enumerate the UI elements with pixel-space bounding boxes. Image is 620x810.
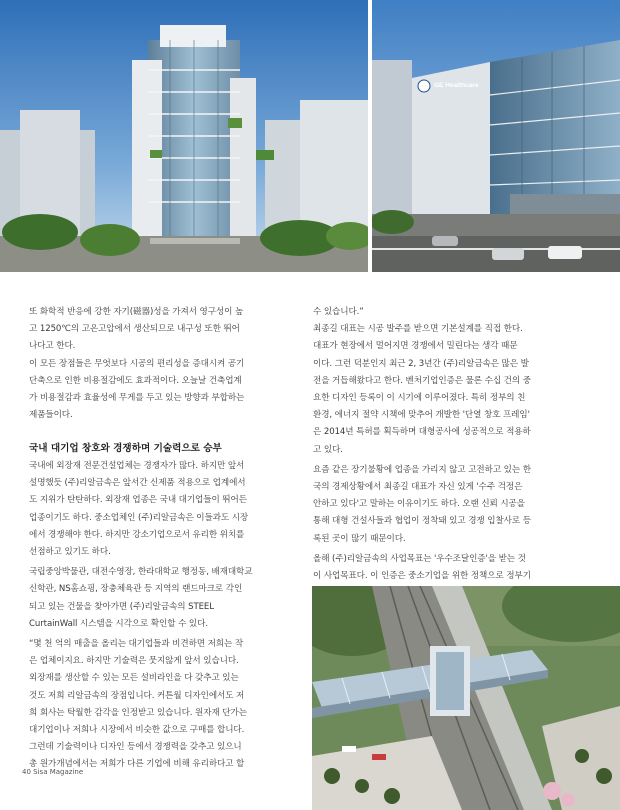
section-heading: 국내 대기업 창호와 경쟁하며 기술력으로 승부 bbox=[29, 443, 222, 454]
article-left-column bbox=[29, 304, 297, 424]
text-line: CurtainWall 시스템을 시각으로 확인할 수 있다. bbox=[29, 618, 208, 629]
text-line: 전을 거듭해왔다고 한다. 벤처기업인증은 물론 수십 건의 중 bbox=[313, 375, 531, 386]
text-line: 이 사업목표다. 이 인증은 중소기업을 위한 정책으로 정부기 bbox=[313, 571, 531, 582]
text-line: 고 있다. bbox=[313, 444, 343, 455]
station-bridge-rendering-photo bbox=[312, 586, 620, 810]
page-number: 40 bbox=[22, 768, 31, 776]
text-line: 대기업이나 저희나 시장에서 비슷한 값으로 구매를 합니다. bbox=[29, 725, 245, 736]
text-line: “몇 천 억의 매출을 올리는 대기업들과 비견하면 저희는 작 bbox=[29, 639, 244, 650]
text-line: 희 회사는 탁월한 감각을 인정받고 있습니다. 원자재 단가는 bbox=[29, 707, 247, 718]
text-line: 신학관, NS홈쇼핑, 장충체육관 등 지역의 랜드마크로 각인 bbox=[29, 584, 243, 595]
text-line: 되고 있는 건물을 찾아가면 (주)리알금속의 STEEL bbox=[29, 601, 214, 612]
article-left-column-body bbox=[29, 458, 297, 774]
text-line: 요한 디자인 등록이 이 시기에 이루어졌다. 특히 정부의 친 bbox=[313, 393, 526, 404]
text-line: 국내에 외장재 전문건설업체는 경쟁자가 많다. 하지만 앞서 bbox=[29, 461, 245, 471]
text-line: 대표가 현장에서 멀어지면 경쟁에서 밀린다는 생각 때문 bbox=[313, 341, 518, 352]
text-line: 통해 대형 건설사들과 협업이 정착돼 있고 경쟁 입찰사로 등 bbox=[313, 516, 531, 527]
building-rendering-photo-right bbox=[372, 0, 620, 272]
text-line: 은 업체이지요. 하지만 기술력은 뭇지않게 앞서 있습니다. bbox=[29, 656, 239, 667]
text-line: 제품들이다. bbox=[29, 410, 73, 421]
article-right-column bbox=[313, 304, 598, 585]
text-line: 이 모든 장점들은 무엇보다 시공의 편리성을 증대시켜 공기 bbox=[29, 358, 245, 369]
text-line: 최종길 대표는 시공 발주를 받으면 기본설계를 직접 한다. bbox=[313, 324, 523, 335]
text-line: 고 1250℃의 고온고압에서 생산되므로 내구성 또한 뛰어 bbox=[29, 324, 240, 335]
text-line: 나다고 한다. bbox=[29, 341, 76, 352]
text-line: 것도 저희 리알금속의 장점입니다. 커튼월 디자인에서도 저 bbox=[29, 690, 245, 701]
text-line: 국의 경제상황에서 최종길 대표가 자신 있게 '수주 걱정은 bbox=[313, 482, 523, 493]
text-line: 그런데 기술력이나 디자인 등에서 경쟁력을 갖추고 있으니 bbox=[29, 742, 242, 753]
text-line: 업종이기도 하다. 중소업체인 (주)리알금속은 이들과도 시장 bbox=[29, 512, 249, 523]
ge-healthcare-sign: GE Healthcare bbox=[434, 82, 479, 89]
text-line: 수 있습니다.” bbox=[313, 307, 364, 317]
page-footer bbox=[22, 768, 83, 776]
text-line: 설명했듯 (주)리알금속은 앞서간 신제품 적용으로 업계에서 bbox=[29, 478, 246, 489]
text-line: 총 원가개념에서는 저희가 다른 기업에 비해 유리하다고 할 bbox=[29, 759, 245, 770]
text-line: 에서 경쟁해야 한다. 하지만 강소기업으로서 유리한 위치를 bbox=[29, 529, 245, 540]
text-line: 환경, 에너지 절약 시책에 맞추어 개발한 '단열 창호 프레임' bbox=[313, 410, 530, 421]
text-line: 안하고 있다'고 말하는 이유이기도 하다. 오랜 신뢰 시공을 bbox=[313, 499, 525, 510]
text-line: 외장재를 생산할 수 있는 모든 설비라인을 다 갖추고 있는 bbox=[29, 673, 239, 684]
text-line: 국립중앙박물관, 대전수영장, 한라대학교 행정동, 배재대학교 bbox=[29, 567, 253, 578]
text-line: 은 2014년 특허를 획득하며 대형공사에 성공적으로 적용하 bbox=[313, 427, 531, 438]
text-line: 선점하고 있기도 하다. bbox=[29, 547, 111, 558]
text-line: 단축으로 인한 비용절감에도 효과적이다. 오늘날 건축업계 bbox=[29, 375, 242, 386]
building-rendering-photo-left bbox=[0, 0, 368, 272]
text-line: 가 비용절감과 효율성에 무게를 두고 있는 방향과 부합하는 bbox=[29, 393, 245, 404]
text-line: 도 지위가 탄탄하다. 외장재 업종은 국내 대기업들이 뛰어든 bbox=[29, 495, 247, 506]
text-line: 이다. 그런 덕분인지 최근 2, 3년간 (주)리알금속은 많은 발 bbox=[313, 358, 529, 369]
text-line: 올해 (주)리알금속의 사업목표는 '우수조달인증'을 받는 것 bbox=[313, 553, 526, 564]
text-line: 또 화학적 반응에 강한 자기(磁器)성을 가져서 영구성이 높 bbox=[29, 307, 244, 317]
text-line: 록된 곳이 많기 때문이다. bbox=[313, 533, 406, 544]
magazine-name: Sisa Magazine bbox=[33, 768, 84, 776]
text-line: 요즘 같은 장기불황에 업종을 가리지 않고 고전하고 있는 한 bbox=[313, 464, 531, 475]
